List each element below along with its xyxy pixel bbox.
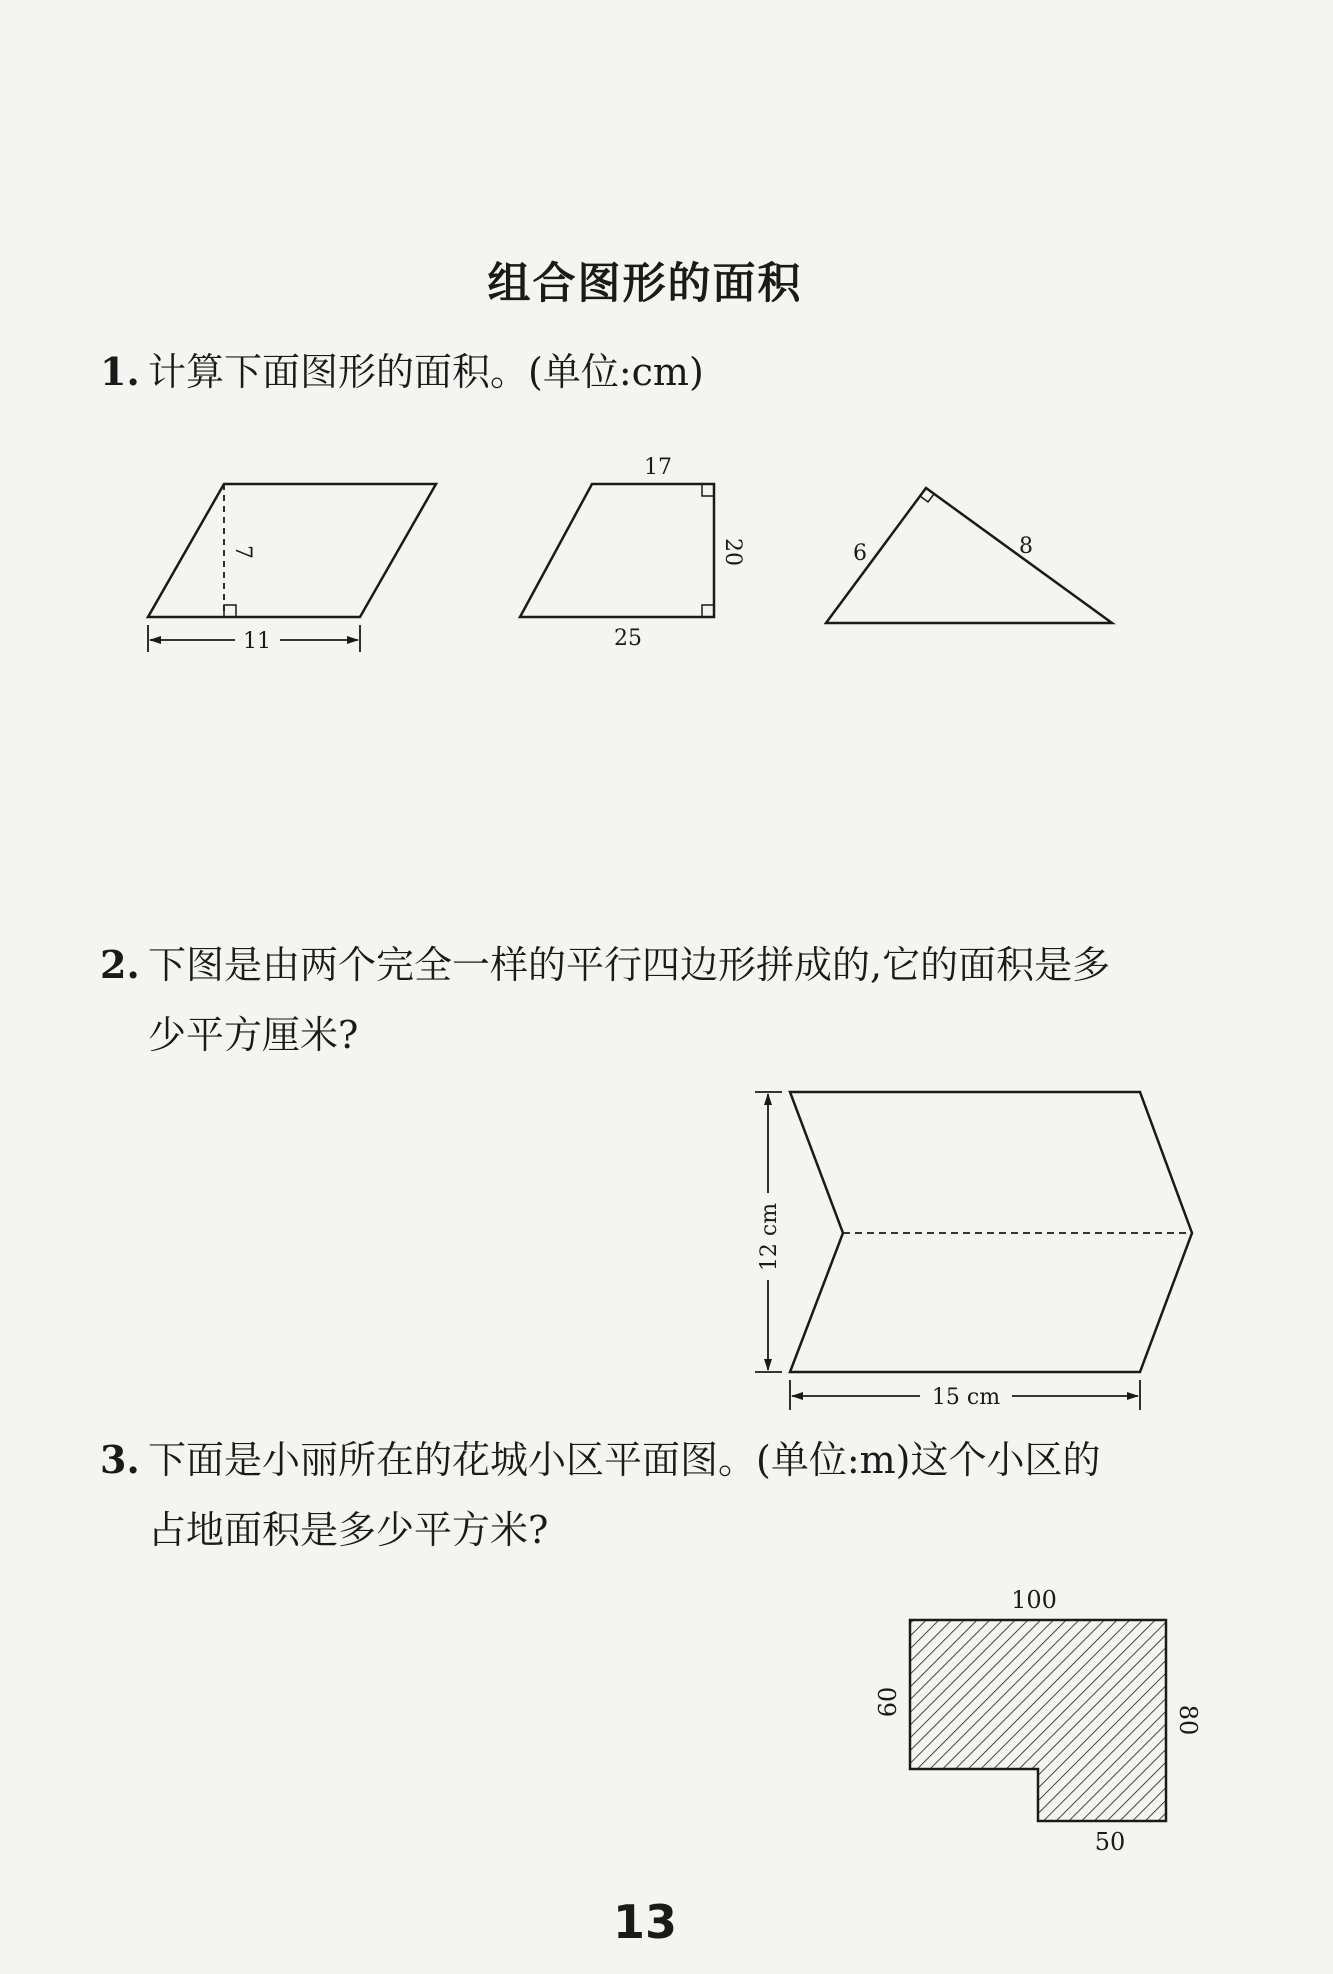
- parallelogram-figure: [148, 484, 436, 654]
- question-1-text: 计算下面图形的面积。(单位:cm): [148, 350, 704, 394]
- parallelogram-height-label: 7: [230, 545, 255, 559]
- parallelogram-base-label: 11: [243, 629, 271, 654]
- question-2-text-line1: 下图是由两个完全一样的平行四边形拼成的,它的面积是多: [148, 943, 1111, 987]
- trapezoid-bottom-label: 25: [614, 626, 642, 651]
- double-parallelogram-figure: [755, 1092, 1192, 1410]
- floor-plan-bottom-label: 50: [1094, 1828, 1126, 1856]
- figure-2-width-label: 15 cm: [931, 1385, 1001, 1410]
- floor-plan-left-label: 60: [874, 1686, 902, 1718]
- triangle-leg-b-label: 8: [1019, 534, 1033, 559]
- floor-plan-figure: [874, 1586, 1202, 1856]
- floor-plan-top-label: 100: [1011, 1586, 1057, 1614]
- figure-2-height-label: 12 cm: [757, 1202, 782, 1272]
- triangle-figure: [826, 488, 1112, 623]
- page-title: 组合图形的面积: [487, 259, 803, 309]
- question-3-text-line2: 占地面积是多少平方米?: [148, 1508, 549, 1552]
- trapezoid-height-label: 20: [720, 538, 745, 566]
- question-2-text-line2: 少平方厘米?: [148, 1013, 359, 1057]
- floor-plan-right-label: 80: [1174, 1704, 1202, 1736]
- question-2-number: 2.: [100, 942, 140, 987]
- triangle-leg-a-label: 6: [853, 541, 867, 566]
- page-number: 13: [612, 1895, 677, 1949]
- trapezoid-top-label: 17: [644, 455, 672, 480]
- trapezoid-figure: [520, 455, 745, 651]
- question-3-text-line1: 下面是小丽所在的花城小区平面图。(单位:m)这个小区的: [148, 1438, 1101, 1482]
- question-3-number: 3.: [100, 1437, 140, 1482]
- question-1-number: 1.: [100, 349, 140, 394]
